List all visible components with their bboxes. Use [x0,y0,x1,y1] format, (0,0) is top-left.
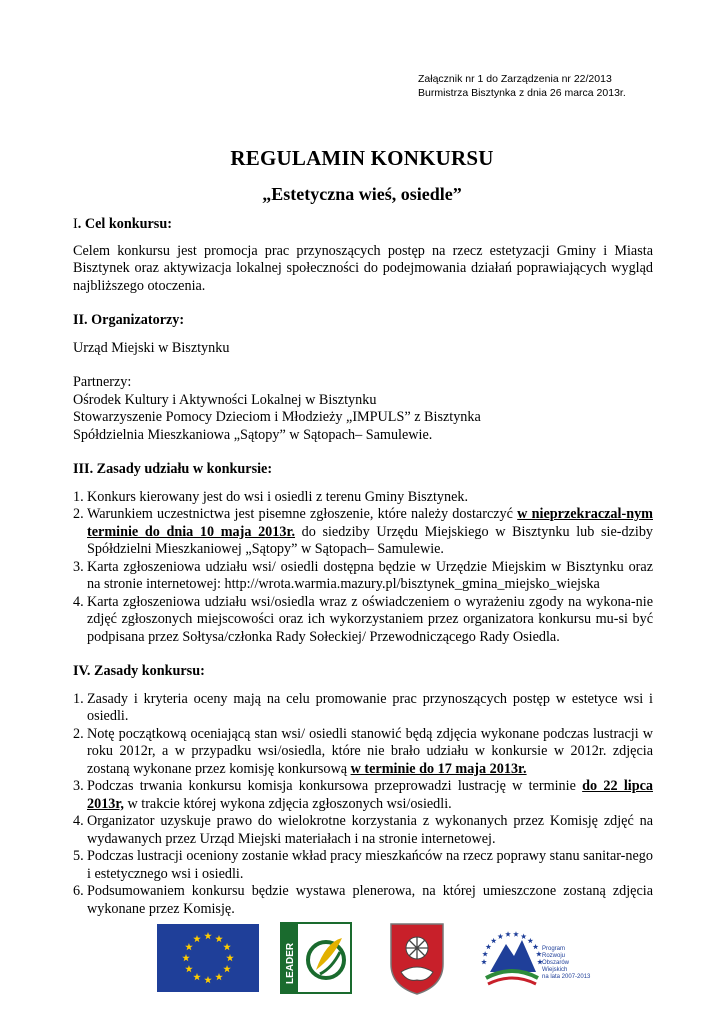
section-1-heading [73,216,653,234]
leader-logo-icon [280,922,352,994]
prow-house [490,940,536,972]
list-item-number: 1. [73,488,84,505]
list-item-number: 6. [73,883,84,899]
document-title: REGULAMIN KONKURSU [230,146,494,170]
prow-star [527,938,533,943]
section-3-heading: III. Zasady udziału w konkursie: [73,461,273,477]
section-4-list [73,691,653,919]
prow-star [498,934,504,939]
section-4-heading: IV. Zasady konkursu: [73,663,205,679]
deadline-highlight: do 22 lipca 2013r, [87,778,653,812]
prow-text [542,946,591,980]
prow-star [533,944,539,949]
list-item [73,726,653,779]
list-item-number: 3. [73,558,84,575]
section-3-list [73,489,653,647]
leader-wordmark: LEADER [285,942,296,984]
prow-text-line: Obszarów [542,960,570,966]
list-item-number: 4. [73,813,84,829]
list-item-text: Karta zgłoszeniowa udziału wsi/osiedla wraz z oświadczeniem o wyrażeniu zgody na wykona-nie zdjęć zgłoszonych miejscowości oraz ich wykorzystaniem przez organizatora konkursu mu-si być podpisana przez Sołtysa/członka Rady Sołeckiej/ Przewodniczącego Rady Osiedla. [87,593,653,645]
partner-item: Spółdzielnia Mieszkaniowa „Sątopy” w Sątopach– Samulewie. [73,426,433,443]
list-item [73,778,653,813]
eu-flag-icon [157,924,259,992]
prow-star [491,938,497,943]
list-item-number: 2. [73,725,84,742]
deadline-highlight: w terminie do 17 maja 2013r. [350,760,527,777]
list-item-text: Warunkiem uczestnictwa jest pisemne zgłoszenie, które należy dostarczyć [87,506,518,522]
list-item-text: Zasady i kryteria oceny mają na celu promowanie prac przynoszących postęp w estetyce wsi i osiedli. [87,690,653,724]
partners-label: Partnerzy: [73,374,132,390]
list-item-text: w trakcie której wykona zdjęcia zgłoszonych wsi/osiedli. [123,795,452,812]
list-item-number: 5. [73,848,84,864]
document-body [73,216,653,918]
coat-spokes [406,937,428,959]
prow-star [481,959,487,964]
list-item [73,813,653,848]
attachment-line-2: Burmistrza Bisztynka z dnia 26 marca 2013r. [418,87,626,99]
list-item-text: Karta zgłoszeniowa udziału wsi/ osiedli dostępna będzie w Urzędzie Miejskim w Bisztynku oraz na stronie internetowej: http://wrota.warmia.mazury.pl/bisztynek_gmina_miejsko_wiejska [87,558,653,592]
prow-text-line: Program [542,946,566,952]
logos-row [0,918,724,998]
prow-field-red [488,978,536,984]
organizer-text: Urząd Miejski w Bisztynku [73,339,230,356]
list-item-text: Notę początkową oceniającą stan wsi/ osiedli stanowić będą zdjęcia wykonane podczas lustracji w roku 2012r, a w przypadku wsi/osiedla, które nie brało udziału w konkursie w 2012r. zdjęcia zostaną wykonane przez komisję konkursową [87,725,653,777]
list-item [73,883,653,918]
section-1-heading-text: . Cel konkursu: [77,216,172,232]
list-item-number: 2. [73,506,84,522]
deadline-highlight: w nieprzekraczal-nym terminie do dnia 10 maja 2013r. [87,506,653,540]
list-item-text: Organizator uzyskuje prawo do wielokrotne korzystania z wykonanych przez Komisję zdjęć na wydawanych przez Urząd Miejski materiałach i na stronie internetowej. [87,813,653,847]
list-item-number: 1. [73,690,84,707]
list-item-text: Podczas lustracji oceniony zostanie wkład pracy mieszkańców na rzecz poprawy stanu sanitar-nego i estetycznego wsi i osiedli. [87,848,653,882]
partner-item: Stowarzyszenie Pomocy Dzieciom i Młodzieży „IMPULS” z Bisztynka [73,409,481,425]
coat-of-arms-icon [387,920,447,996]
section-1-roman: I [73,216,78,232]
prow-text-line: Wiejskich [542,967,568,973]
attachment-line-1: Załącznik nr 1 do Zarządzenia nr 22/2013 [418,73,612,85]
prow-star [486,944,492,949]
prow-text-line: Rozwoju [542,953,566,959]
list-item [73,691,653,726]
prow-logo-icon [478,922,591,996]
attachment-note [418,72,668,100]
list-item-text: Podsumowaniem konkursu będzie wystawa plenerowa, na której umieszczone zostaną zdjęcia wykonane przez Komisję. [87,883,653,917]
list-item [73,489,653,507]
prow-text-line: na lata 2007-2013 [542,974,591,980]
prow-star [513,931,519,936]
list-item [73,559,653,594]
list-item-number: 4. [73,593,84,610]
prow-star [482,951,488,956]
section-2-heading: II. Organizatorzy: [73,312,185,328]
prow-star [536,951,542,956]
list-item-number: 3. [73,778,84,794]
section-1-text: Celem konkursu jest promocja prac przynoszących postęp na rzecz estetyzacji Gminy i Miasta Bisztynek oraz aktywizacja lokalnej społeczności do podejmowania działań poprawiających wygląd najbliższego otoczenia. [73,242,653,294]
list-item [73,506,653,559]
document-subtitle: „Estetyczna wieś, osiedle” [262,184,462,204]
prow-star [505,931,511,936]
list-item-text: do siedziby Urzędu Miejskiego w Bisztynku lub sie-dziby Spółdzielni Mieszkaniowej „Sątopy” w Sątopach– Samulewie. [87,523,654,557]
list-item-text: Konkurs kierowany jest do wsi i osiedli z terenu Gminy Bisztynek. [87,488,469,505]
list-item-text: Podczas trwania konkursu komisja konkursowa przeprowadzi lustrację w terminie [87,778,583,794]
prow-star [521,934,527,939]
partner-item: Ośrodek Kultury i Aktywności Lokalnej w Bisztynku [73,391,377,408]
list-item [73,594,653,647]
list-item [73,848,653,883]
